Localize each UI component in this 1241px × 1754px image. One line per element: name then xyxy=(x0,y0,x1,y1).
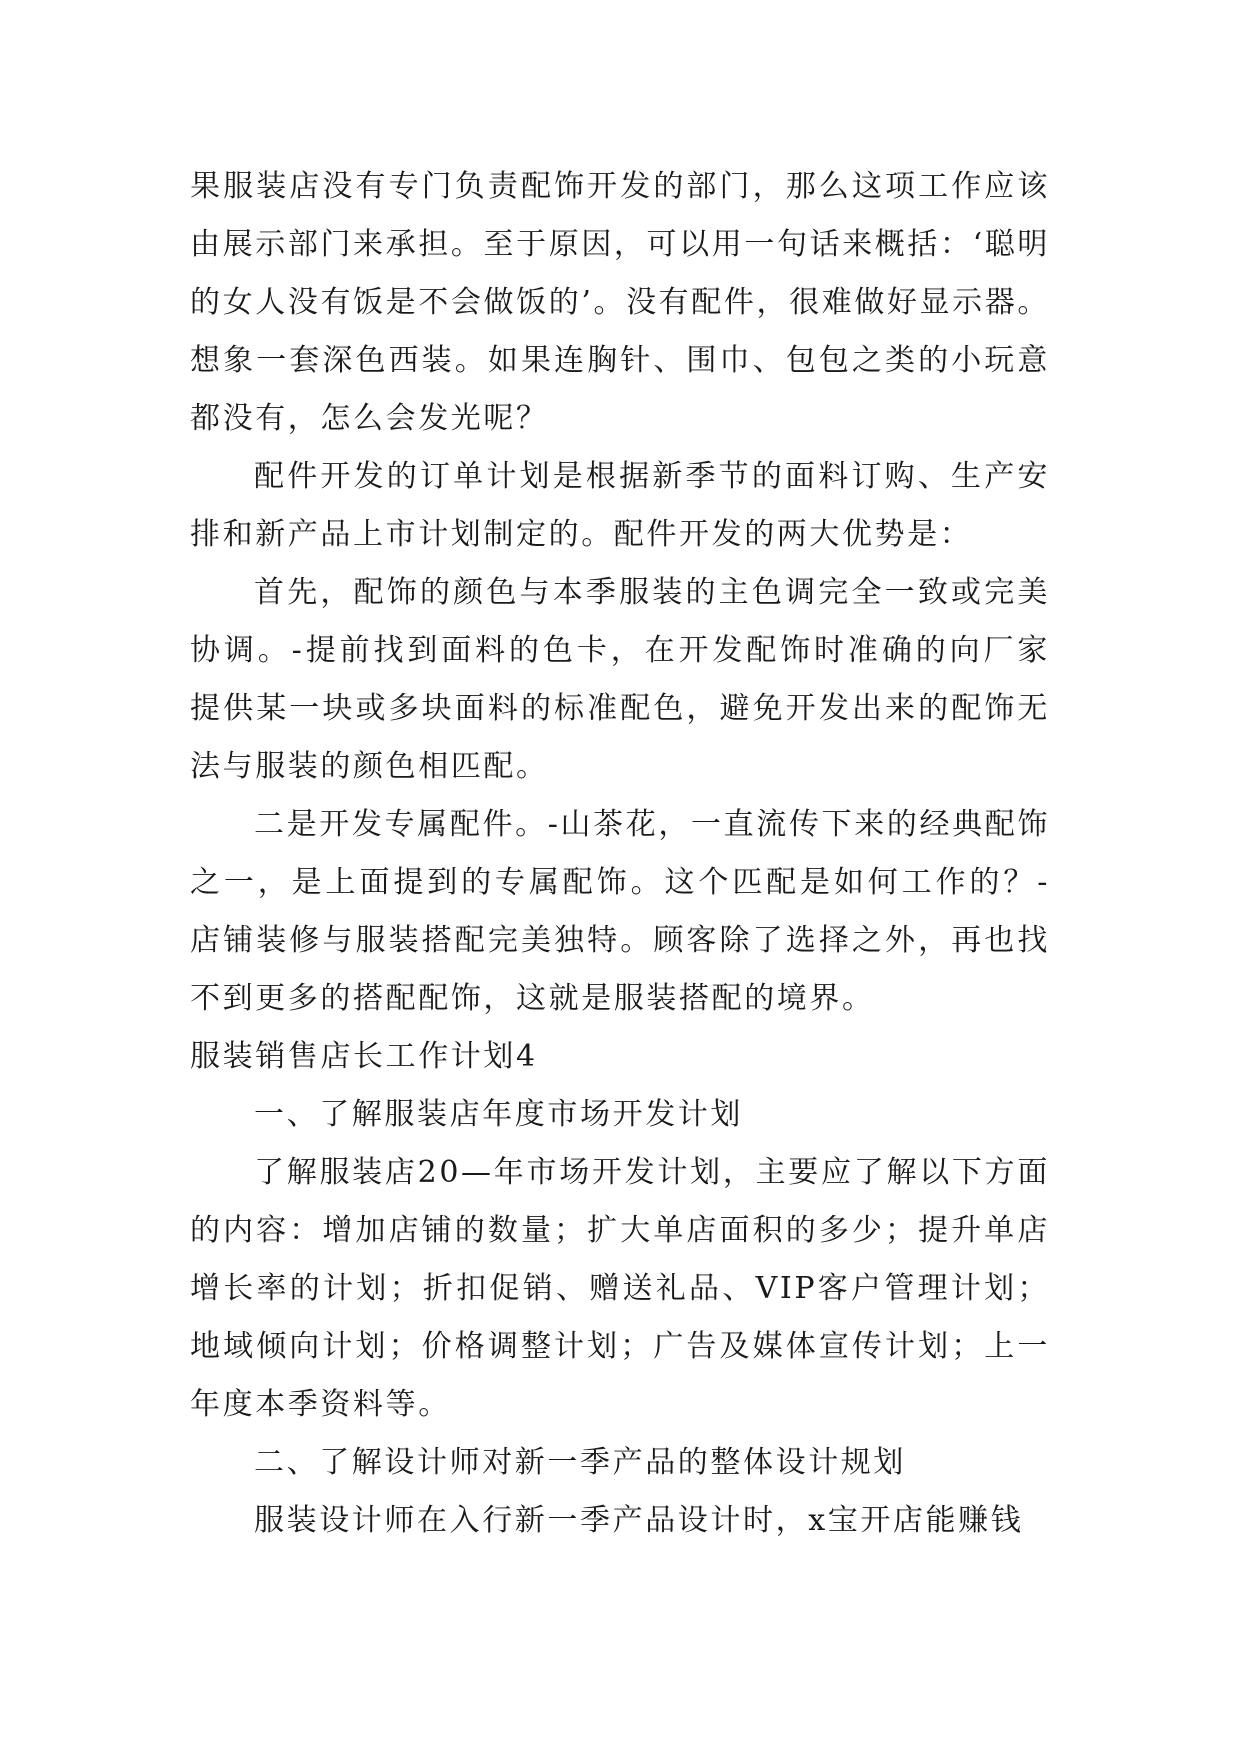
paragraph-first-advantage: 首先，配饰的颜色与本季服装的主色调完全一致或完美协调。-提前找到面料的色卡，在开发配饰时准确的向厂家提供某一块或多块面料的标准配色，避免开发出来的配饰无法与服装的颜色相匹配。 xyxy=(190,575,1050,784)
paragraph-order-plan: 配件开发的订单计划是根据新季节的面料订购、生产安排和新产品上市计划制定的。配件开发的两大优势是： xyxy=(190,459,1050,552)
document-body xyxy=(190,158,1050,1550)
subheading-design-plan: 二、了解设计师对新一季产品的整体设计规划 xyxy=(254,1445,906,1480)
section-heading: 服装销售店长工作计划4 xyxy=(190,1039,538,1074)
paragraph-accessories-display: 果服装店没有专门负责配饰开发的部门，那么这项工作应该由展示部门来承担。至于原因，可以用一句话来概括：‘聪明的女人没有饭是不会做饭的’。没有配件，很难做好显示器。想象一套深色西装。如果连胸针、围巾、包包之类的小玩意都没有，怎么会发光呢？ xyxy=(190,169,1050,436)
paragraph-designer: 服装设计师在入行新一季产品设计时，x宝开店能赚钱 xyxy=(254,1503,1024,1538)
subheading-market-plan: 一、了解服装店年度市场开发计划 xyxy=(254,1097,743,1132)
paragraph-market-plan: 了解服装店20—年市场开发计划，主要应了解以下方面的内容：增加店铺的数量；扩大单店面积的多少；提升单店增长率的计划；折扣促销、赠送礼品、VIP客户管理计划；地域倾向计划；价格调整计划；广告及媒体宣传计划；上一年度本季资料等。 xyxy=(190,1155,1050,1422)
paragraph-second-advantage: 二是开发专属配件。-山茶花，一直流传下来的经典配饰之一，是上面提到的专属配饰。这个匹配是如何工作的？-店铺装修与服装搭配完美独特。顾客除了选择之外，再也找不到更多的搭配配饰，这就是服装搭配的境界。 xyxy=(190,807,1050,1016)
